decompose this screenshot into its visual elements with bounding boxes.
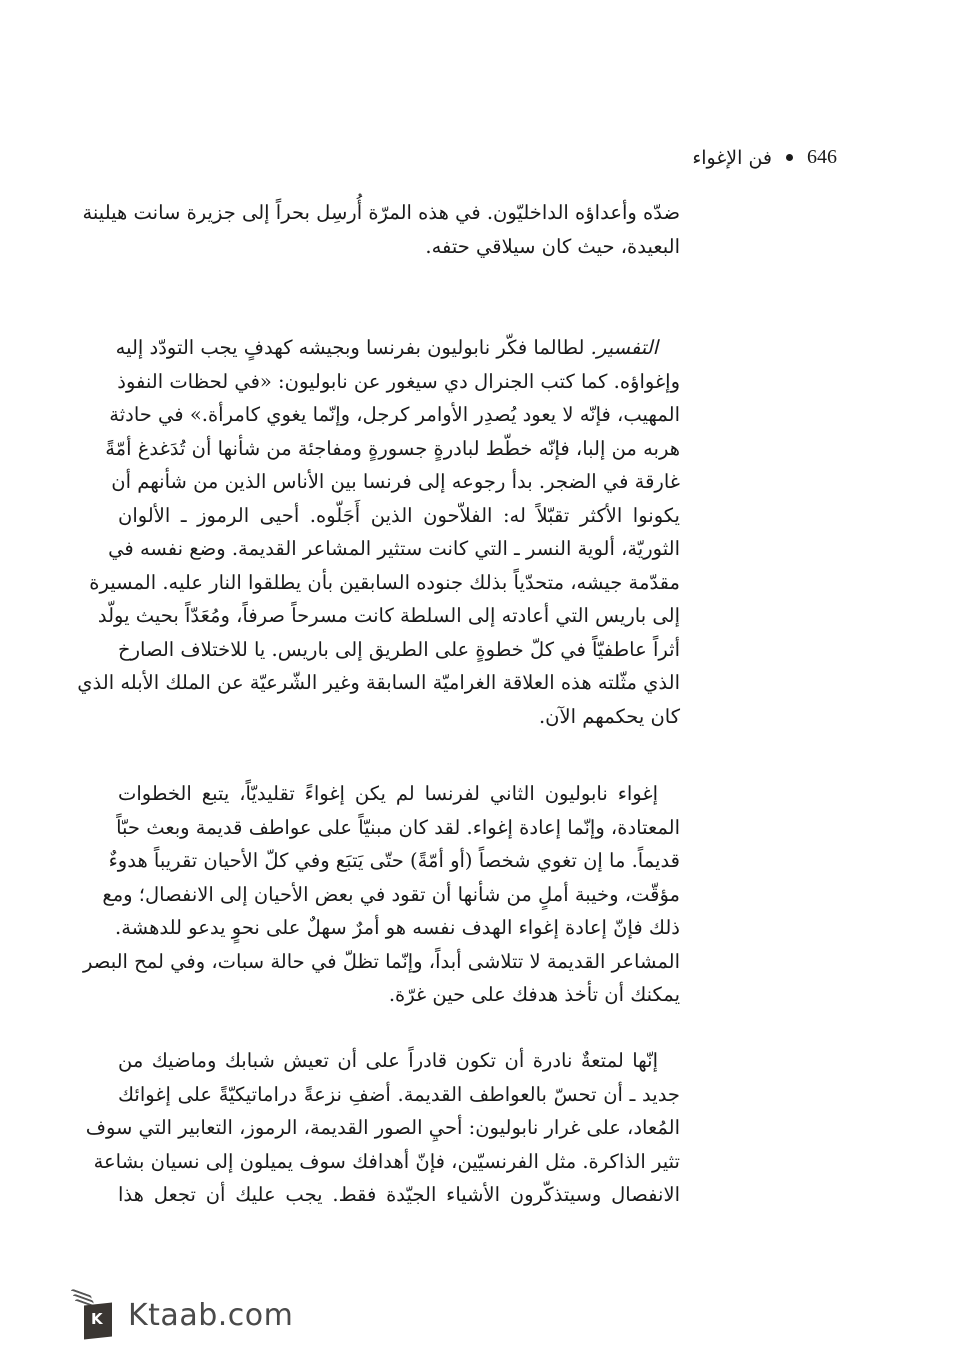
text-line: إنّها لمتعةٌ نادرة أن تكون قادراً على أن تعيش شبابك وماضيك من: [118, 1049, 658, 1072]
open-book-icon: [66, 1290, 118, 1340]
text-line: البعيدة، حيث كان سيلاقي حتفه.: [425, 234, 680, 258]
logo-text: Ktaab.com: [128, 1297, 294, 1333]
text-line: كان يحكمهم الآن.: [538, 704, 680, 728]
paragraph: [83, 777, 680, 1012]
text-line: وإغواؤه. كما كتب الجنرال دي سيغور عن نابوليون: «في لحظات النفوذ: [117, 369, 680, 393]
text-line: مؤقّت، وخيبة أملٍ من شأنها أن تقود في بعض الأحيان إلى الانفصال؛ ومع: [102, 882, 680, 906]
text-line: يكونوا الأكثر تقبّلاً له: الفلاّحون الذين أَجَلّوه. أحيى الرموز ـ الألوان: [118, 503, 680, 527]
text-line: المعتادة، وإنّما إعادة إغواء. لقد كان مبنيّاً على عواطف قديمة وبعث حبّاً: [116, 815, 680, 839]
running-header: [692, 146, 837, 169]
book-title: فن الإغواء: [692, 146, 772, 169]
text-line: هربه من إلبا، فإنّه خطّط لبادرةٍ جسورةٍ ومفاجئة من شأنها أن تُدَغدغ أمّةً: [105, 436, 680, 460]
text-line: ذلك فإنّ إعادة إغواء الهدف نفسه هو أمرٌ سهلٌ على نحوٍ يدعو للدهشة.: [115, 916, 680, 939]
text-line: الثوريّة، ألوية النسر ـ التي كانت ستثير المشاعر القديمة. وضع نفسه في: [108, 537, 680, 560]
ktaab-logo: [66, 1290, 293, 1340]
page-number: 646: [807, 146, 837, 168]
text-line: التفسير. لطالما فكّر نابوليون بفرنسا وبجيشه كهدفٍ يجب التودّد إليه: [115, 336, 658, 359]
text-line: ضدّه وأعداؤه الداخليّون. في هذه المرّة أُرسِل بحراً إلى جزيرة سانت هيلينة: [82, 201, 680, 224]
text-line: قديماً. ما إن تغوي شخصاً (أو أمّةً) حتّى يَتبَع وفي كلّ الأحيان تقريباً هدوءٌ: [108, 849, 680, 872]
logo-letter: K: [91, 1310, 103, 1328]
text-line: المشاعر القديمة لا تتلاشى أبداً، وإنّما تظلّ في حالة سبات، وفي لمح البصر: [83, 949, 680, 973]
text-line: تثير الذاكرة. مثل الفرنسيّين، فإنّ أهدافك سوف يميلون إلى نسيان بشاعة: [93, 1149, 680, 1173]
paragraph-continuation: [82, 196, 680, 263]
text-line: أثراً عاطفيّاً في كلّ خطوةٍ على الطريق إلى باريس. يا للاختلاف الصارخ: [118, 637, 680, 661]
text-line: جديد ـ أن تحسّ بالعواطف القديمة. أضفِ نزعةً دراماتيكيّةً على إغوائك: [118, 1082, 680, 1106]
text-line: المهيب، فإنّه لا يعود يُصدِر الأوامر كرجل، وإنّما يغوي كامرأة.» في حادثة: [109, 403, 680, 426]
text-line: الذي مثّلته هذه العلاقة الغراميّة السابقة وغير الشّرعيّة عن الملك الأبله الذي: [77, 671, 680, 694]
text-line: المُعاد، على غرار نابوليون: أحيِ الصور القديمة، الرموز، التعابير التي سوف: [85, 1116, 680, 1139]
text-line: إلى باريس التي أعادته إلى السلطة كانت مسرحاً صرفاً، ومُعَدّاً بحيث يولّد: [97, 604, 680, 627]
text-line: يمكنك أن تأخذ هدفك على حين غرّة.: [388, 983, 680, 1006]
text-line: إغواء نابوليون الثاني لفرنسا لم يكن إغواءً تقليديّاً، يتبع الخطوات: [118, 782, 658, 805]
text-line: الانفصال وسيتذكّرون الأشياء الجيّدة فقط. يجب عليك أن تجعل هذا: [118, 1183, 680, 1206]
text-line: غارقة في الضجر. بدأ رجوعه إلى فرنسا بين الأناس الذين من شأنهم أن: [111, 470, 680, 493]
section-label-interpretation: التفسير.: [590, 336, 658, 359]
text-line: مقدّمة جيشه، متحدّياً بذلك جنوده السابقين بأن يطلقوا النار عليه. المسيرة: [89, 570, 680, 594]
paragraph: [85, 1044, 680, 1212]
paragraph-interpretation: [77, 331, 680, 733]
bullet-separator-icon: [786, 154, 793, 161]
